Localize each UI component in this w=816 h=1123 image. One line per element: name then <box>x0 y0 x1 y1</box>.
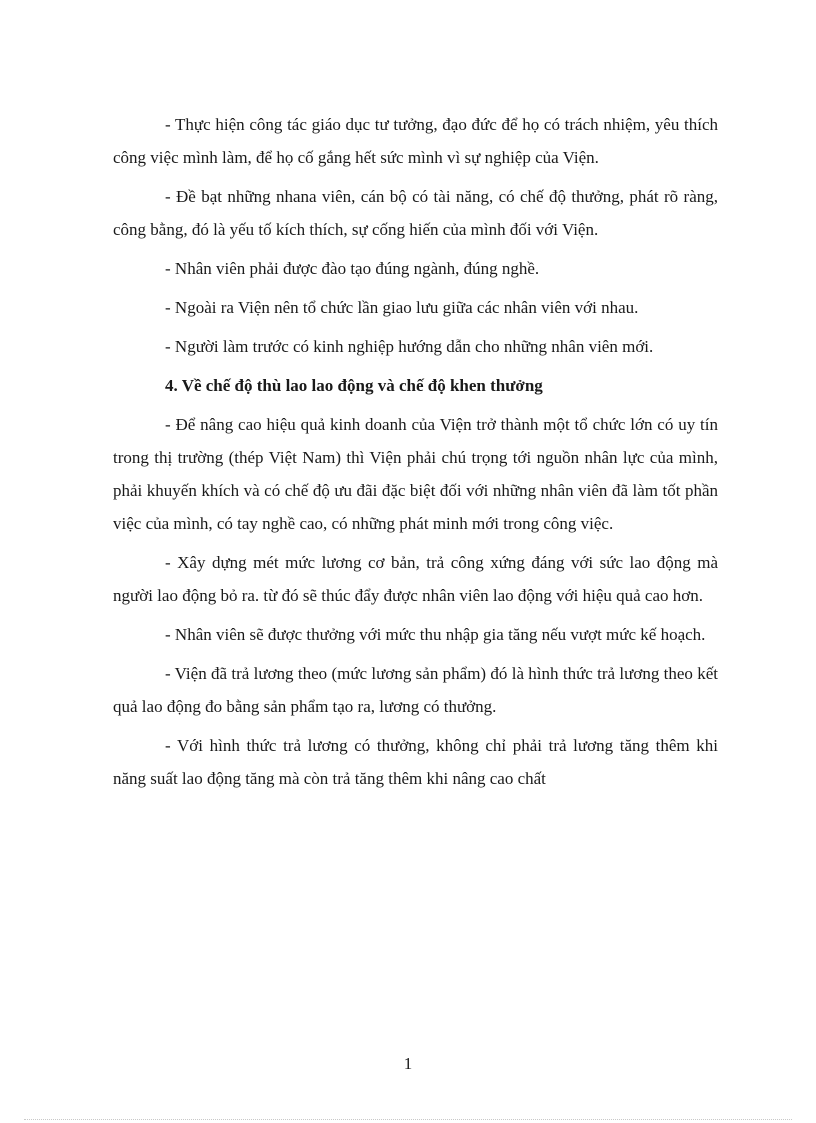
paragraph: - Viện đã trả lương theo (mức lương sản phẩm) đó là hình thức trả lương theo kết quả lao động đo bằng sản phẩm tạo ra, lương có thưởng. <box>113 664 718 716</box>
paragraph: - Ngoài ra Viện nên tổ chức lần giao lưu giữa các nhân viên với nhau. <box>165 298 639 317</box>
paragraph: - Nhân viên sẽ được thưởng với mức thu nhập gia tăng nếu vượt mức kế hoạch. <box>165 625 706 644</box>
page-bottom-divider <box>24 1119 792 1120</box>
paragraph: - Nhân viên phải được đào tạo đúng ngành, đúng nghề. <box>165 259 540 278</box>
paragraph: - Đề bạt những nhana viên, cán bộ có tài năng, có chế độ thưởng, phát rõ ràng, công bằng, đó là yếu tố kích thích, sự cống hiến của mình đối với Viện. <box>113 187 718 239</box>
paragraph: - Thực hiện công tác giáo dục tư tưởng, đạo đức để họ có trách nhiệm, yêu thích công việc mình làm, để họ cố gắng hết sức mình vì sự nghiệp của Viện. <box>113 115 718 167</box>
section-heading: 4. Về chế độ thù lao lao động và chế độ khen thưởng <box>165 376 543 395</box>
document-body <box>113 108 718 801</box>
paragraph: - Người làm trước có kinh nghiệp hướng dẫn cho những nhân viên mới. <box>165 337 654 356</box>
paragraph: - Với hình thức trả lương có thưởng, không chỉ phải trả lương tăng thêm khi năng suất lao động tăng mà còn trả tăng thêm khi nâng cao chất <box>113 736 718 788</box>
paragraph: - Để nâng cao hiệu quả kinh doanh của Viện trở thành một tổ chức lớn có uy tín trong thị trường (thép Việt Nam) thì Viện phải chú trọng tới nguồn nhân lực của mình, phải khuyến khích và có chế độ ưu đãi đặc biệt đối với những nhân viên đã làm tốt phần việc của mình, có tay nghề cao, có những phát minh mới trong công việc. <box>113 415 718 533</box>
paragraph: - Xây dựng mét mức lương cơ bản, trả công xứng đáng với sức lao động mà người lao động bỏ ra. từ đó sẽ thúc đẩy được nhân viên lao động với hiệu quả cao hơn. <box>113 553 718 605</box>
page-number: 1 <box>403 1054 413 1073</box>
